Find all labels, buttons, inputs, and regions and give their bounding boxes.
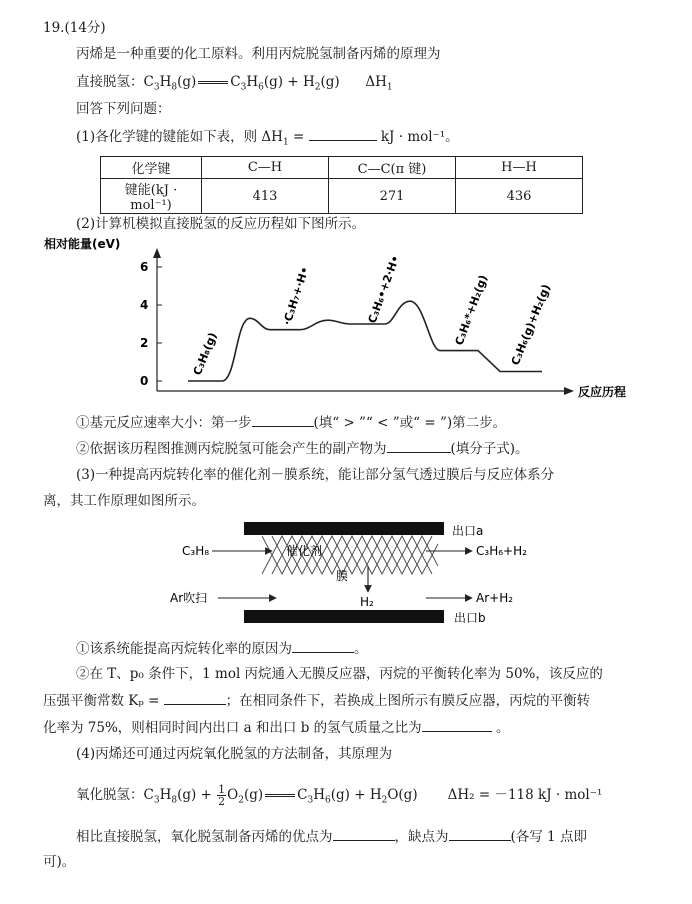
table-header: C—H: [202, 157, 329, 179]
table-header: H—H: [456, 157, 583, 179]
energy-curve: [188, 301, 542, 381]
table-cell: 413: [202, 179, 329, 214]
table-row: [101, 179, 583, 214]
question-header: [43, 18, 106, 38]
table-header: C—C(π 键): [329, 157, 456, 179]
table-cell: 436: [456, 179, 583, 214]
bond-energy-table: [100, 156, 583, 214]
outlet-b-label: 出口b: [454, 611, 486, 625]
table-header: 化学键: [101, 157, 202, 179]
species-label-c3h8: C₃H₈(g): [190, 330, 220, 378]
ar-sweep-label: Ar吹扫: [170, 591, 208, 605]
h2-label: H₂: [360, 595, 374, 609]
part4-question: 相比直接脱氢，氧化脱氢制备丙烯的优点为 ，缺点为 (各写 1 点即: [76, 826, 587, 847]
y-axis-label: 相对能量(eV): [44, 237, 121, 251]
x-axis-arrow: [564, 387, 574, 395]
table-cell: 271: [329, 179, 456, 214]
reactor-top-wall: [244, 522, 444, 535]
answer-blank-byproduct[interactable]: [387, 438, 451, 453]
species-label-c3h6-star: C₃H₆*+H₂(g): [452, 273, 491, 348]
question-number: 19.: [43, 20, 65, 36]
reactor-bottom-wall: [244, 610, 444, 623]
part3-intro-2: 离，其工作原理如图所示。: [43, 493, 205, 509]
part2-q1: ①基元反应速率大小：第一步 (填“ > ”“ < ”或“ = ”)第二步。: [76, 412, 506, 433]
part2-q2: ②依据该历程图推测丙烷脱氢可能会产生的副产物为 (填分子式)。: [76, 438, 529, 459]
species-label-c3h7: ·C₃H₇+·H•: [280, 265, 312, 327]
product-a-label: C₃H₆+H₂: [476, 544, 527, 558]
y-tick-label: 2: [140, 336, 149, 350]
delta-h1: ΔH: [365, 74, 387, 90]
part3-intro-1: (3)一种提高丙烷转化率的催化剂－膜系统，能让部分氢气透过膜后与反应体系分: [76, 467, 555, 483]
outlet-a-label: 出口a: [452, 524, 484, 538]
answer-blank-rate[interactable]: [252, 412, 314, 427]
y-axis-arrow: [153, 248, 161, 258]
answer-blank-kp[interactable]: [164, 690, 226, 705]
table-row: [101, 157, 583, 179]
intro-text: 丙烯是一种重要的化工原料。利用丙烷脱氢制备丙烯的原理为: [76, 46, 441, 62]
answer-prompt: 回答下列问题：: [76, 101, 171, 117]
x-axis-label: 反应历程: [578, 385, 627, 399]
catalyst-label: 催化剂: [286, 544, 323, 558]
membrane-label: 膜: [336, 569, 349, 583]
part4-intro: (4)丙烯还可通过丙烷氧化脱氢的方法制备，其原理为: [76, 746, 393, 762]
table-cell: 键能(kJ · mol⁻¹): [101, 179, 202, 214]
product-b-label: Ar+H₂: [476, 591, 514, 605]
part3-q2-line3: 化率为 75%，则相同时间内出口 a 和出口 b 的氢气质量之比为 。: [43, 717, 509, 738]
question-points: (14分): [64, 20, 106, 36]
answer-blank-reason[interactable]: [292, 638, 354, 653]
y-ticks: [140, 260, 162, 388]
part3-q2-line2: 压强平衡常数 Kₚ = ；在相同条件下，若换成上图所示有膜反应器，丙烷的平衡转: [43, 690, 590, 711]
y-tick-label: 6: [140, 260, 149, 274]
delta-h2: ΔH₂ = －118 kJ · mol⁻¹: [447, 787, 603, 803]
oxidative-equation: 氧化脱氢：$C_3H_8(g)$ + $\frac{1}{2}$ $O_2(g) C_3H_6(g) + H_2O(g)$ ΔH₂ = －118 kJ · mol⁻¹: [76, 783, 603, 808]
part3-q2-line1: ②在 T、p₀ 条件下，1 mol 丙烷通入无膜反应器，丙烷的平衡转化率为 50%，该反应的: [76, 666, 603, 682]
answer-blank-dh1[interactable]: [309, 126, 377, 141]
membrane-reactor-diagram: [0, 514, 692, 632]
inlet-label: C₃H₈: [182, 544, 210, 558]
part1-question: (1)各化学键的键能如下表，则 $\Delta H_1$ = kJ · mol⁻¹。: [76, 126, 459, 153]
answer-blank-ratio[interactable]: [422, 717, 492, 732]
direct-equation: 直接脱氢：$C_3H_8(g) C_3H_6(g) + H_2(g)$ $\Delta H_1$: [76, 74, 393, 93]
part3-q1: ①该系统能提高丙烷转化率的原因为 。: [76, 638, 368, 659]
y-tick-label: 4: [140, 298, 149, 312]
answer-blank-disadvantage[interactable]: [449, 826, 511, 841]
answer-blank-advantage[interactable]: [333, 826, 395, 841]
energy-profile-chart: [0, 236, 692, 404]
y-tick-label: 0: [140, 374, 149, 388]
part4-question-end: 可)。: [43, 854, 76, 870]
species-label-c3h6-2h: C₃H₆•+2·H•: [365, 253, 403, 326]
species-label-c3h6-gas: C₃H₆(g)+H₂(g): [508, 282, 554, 368]
part2-intro: (2)计算机模拟直接脱氢的反应历程如下图所示。: [76, 216, 366, 232]
